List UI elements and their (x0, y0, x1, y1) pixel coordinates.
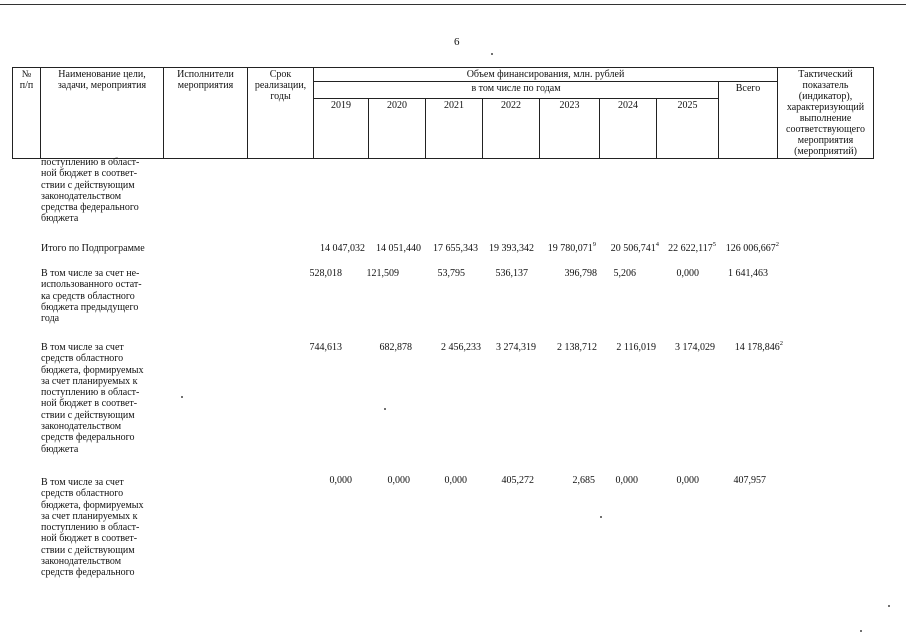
value-2019: 0,000 (329, 475, 352, 486)
value-2022: 536,137 (495, 268, 528, 279)
value-2025: 22 622,117$^5$ (668, 241, 716, 254)
header-indicator: Тактический показатель (индикатор), характеризующий выполнение соответствующего мероприятия (мероприятий) (778, 68, 874, 159)
value-2021: 2 456,233 (441, 342, 481, 353)
page-number: 6 (454, 36, 460, 48)
value-2023: 396,798 (564, 268, 597, 279)
value-2024: 2 116,019 (616, 342, 656, 353)
value-2025: 0,000 (676, 268, 699, 279)
value-2019: 14 047,032 (320, 243, 365, 254)
table-header (12, 67, 874, 159)
value-2020: 121,509 (366, 268, 399, 279)
value-2019: 744,613 (309, 342, 342, 353)
value-2021: 53,795 (437, 268, 465, 279)
header-term: Срок реализации, годы (248, 68, 314, 159)
value-total: 1 641,463 (728, 268, 768, 279)
scan-speck (491, 53, 493, 55)
header-year-2023: 2023 (540, 99, 600, 159)
value-2019: 528,018 (309, 268, 342, 279)
scan-speck (600, 516, 602, 518)
scan-speck (860, 630, 862, 632)
value-2020: 682,878 (379, 342, 412, 353)
scan-speck (888, 605, 890, 607)
header-number: № п/п (13, 68, 41, 159)
value-2024: 0,000 (615, 475, 638, 486)
row-label-federal-planned: В том числе за счет средств областного бюджета, формируемых за счет планируемых к поступлению в област- ной бюджет в соответ- ствии с действующим законодательством средств федерального (41, 477, 144, 579)
header-year-2020: 2020 (369, 99, 426, 159)
header-year-2022: 2022 (483, 99, 540, 159)
header-executors: Исполнители мероприятия (164, 68, 248, 159)
value-2020: 0,000 (387, 475, 410, 486)
value-2023: 2 138,712 (557, 342, 597, 353)
header-year-2019: 2019 (314, 99, 369, 159)
header-total: Всего (719, 82, 778, 159)
scan-speck (384, 408, 386, 410)
value-2022: 19 393,342 (489, 243, 534, 254)
header-name: Наименование цели, задачи, мероприятия (41, 68, 164, 159)
header-funding: Объем финансирования, млн. рублей (314, 68, 778, 82)
value-2025: 3 174,029 (675, 342, 715, 353)
row-label-total: Итого по Подпрограмме (41, 243, 145, 254)
value-2021: 17 655,343 (433, 243, 478, 254)
value-2023: 2,685 (572, 475, 595, 486)
row-label-unused-balance: В том числе за счет не- использованного остат- ка средств областного бюджета предыдущего года (41, 268, 142, 325)
value-2024: 20 506,741$^4$ (610, 241, 659, 254)
value-total: 126 006,667$^2$ (725, 241, 779, 254)
value-2022: 405,272 (501, 475, 534, 486)
header-year-2021: 2021 (426, 99, 483, 159)
value-2020: 14 051,440 (376, 243, 421, 254)
value-2025: 0,000 (676, 475, 699, 486)
value-2021: 0,000 (444, 475, 467, 486)
row-label-federal-formed: В том числе за счет средств областного бюджета, формируемых за счет планируемых к поступлению в област- ной бюджет в соответ- ствии с действующим законодательством средств федерального бюджета (41, 342, 144, 455)
value-total: 407,957 (733, 475, 766, 486)
header-year-2025: 2025 (657, 99, 719, 159)
value-total: 14 178,846$^2$ (734, 340, 783, 353)
header-by-year: в том числе по годам (314, 82, 719, 99)
page-top-rule (0, 4, 906, 5)
scan-speck (181, 396, 183, 398)
value-2022: 3 274,319 (496, 342, 536, 353)
value-2024: 5,206 (613, 268, 636, 279)
value-2023: 19 780,071$^9$ (547, 241, 596, 254)
row-label-continuation: поступлению в област- ной бюджет в соответ- ствии с действующим законодательством средства федерального бюджета (41, 157, 140, 225)
header-year-2024: 2024 (600, 99, 657, 159)
